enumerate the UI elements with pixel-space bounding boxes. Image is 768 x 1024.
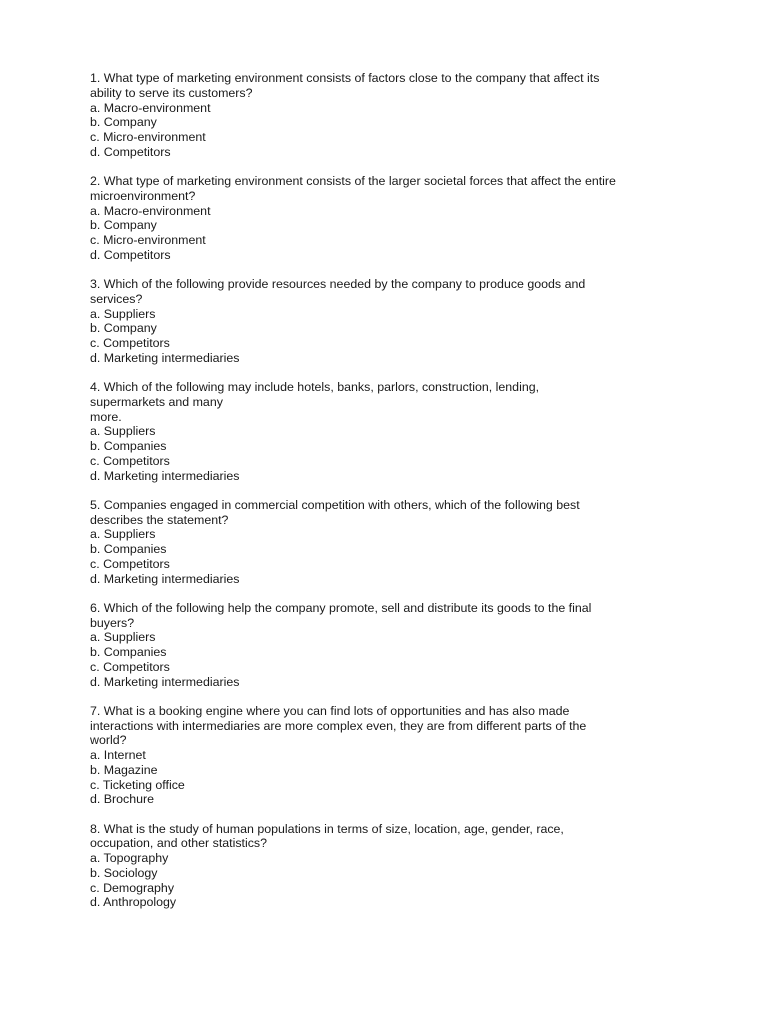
answer-option: b. Companies	[90, 645, 167, 659]
answer-option: a. Internet	[90, 748, 146, 762]
answer-option: a. Macro-environment	[90, 203, 211, 218]
answer-option: a. Suppliers	[90, 630, 156, 645]
question-4	[90, 380, 680, 483]
answer-option: d. Competitors	[90, 144, 171, 159]
question-text: 7. What is a booking engine where you can find lots of opportunities and has also made	[90, 703, 570, 718]
answer-option: a. Topography	[90, 851, 169, 865]
question-text: microenvironment?	[90, 188, 196, 203]
answer-option: d. Competitors	[90, 247, 171, 262]
answer-option: b. Company	[90, 321, 157, 336]
question-text: 8. What is the study of human populations in terms of size, location, age, gender, race,	[90, 821, 564, 836]
question-text: 6. Which of the following help the company promote, sell and distribute its goods to the final	[90, 600, 592, 615]
question-3	[90, 277, 680, 366]
answer-option: d. Marketing intermediaries	[90, 350, 240, 365]
question-text: buyers?	[90, 615, 135, 630]
answer-option: b. Company	[90, 218, 157, 233]
answer-option: a. Suppliers	[90, 527, 156, 542]
question-text: supermarkets and many	[90, 394, 223, 409]
question-7	[90, 704, 680, 807]
answer-option: c. Competitors	[90, 336, 170, 350]
answer-option: c. Demography	[90, 880, 175, 895]
question-text: describes the statement?	[90, 512, 229, 527]
answer-option: d. Marketing intermediaries	[90, 468, 240, 483]
answer-option: b. Companies	[90, 439, 167, 453]
question-text: 5. Companies engaged in commercial competition with others, which of the following best	[90, 497, 580, 512]
answer-option: c. Competitors	[90, 453, 170, 468]
question-8	[90, 822, 680, 911]
answer-option: a. Suppliers	[90, 306, 156, 321]
question-text: more.	[90, 409, 122, 424]
answer-option: d. Marketing intermediaries	[90, 674, 240, 689]
answer-option: c. Competitors	[90, 659, 170, 674]
question-text: 4. Which of the following may include hotels, banks, parlors, construction, lending,	[90, 380, 540, 394]
answer-option: a. Suppliers	[90, 424, 156, 439]
question-text: world?	[90, 733, 127, 748]
answer-option: c. Micro-environment	[90, 233, 206, 247]
question-5	[90, 498, 680, 587]
answer-option: b. Company	[90, 115, 157, 130]
answer-option: a. Macro-environment	[90, 100, 211, 115]
question-text: 1. What type of marketing environment consists of factors close to the company that affect its	[90, 71, 600, 85]
answer-option: b. Companies	[90, 542, 167, 556]
question-1	[90, 71, 680, 160]
answer-option: d. Marketing intermediaries	[90, 571, 240, 586]
answer-option: d. Anthropology	[90, 895, 177, 910]
answer-option: d. Brochure	[90, 792, 155, 807]
question-text: services?	[90, 291, 143, 306]
question-text: occupation, and other statistics?	[90, 836, 268, 851]
answer-option: c. Micro-environment	[90, 130, 206, 144]
answer-option: c. Ticketing office	[90, 777, 185, 792]
question-text: 2. What type of marketing environment consists of the larger societal forces that affect the entire	[90, 174, 616, 188]
question-text: 3. Which of the following provide resources needed by the company to produce goods and	[90, 277, 586, 291]
quiz-document	[90, 71, 680, 925]
question-text: interactions with intermediaries are more complex even, they are from different parts of the	[90, 718, 587, 733]
answer-option: b. Sociology	[90, 865, 158, 880]
answer-option: c. Competitors	[90, 556, 170, 571]
answer-option: b. Magazine	[90, 762, 158, 777]
question-6	[90, 601, 680, 690]
question-2	[90, 174, 680, 263]
question-text: ability to serve its customers?	[90, 85, 253, 100]
